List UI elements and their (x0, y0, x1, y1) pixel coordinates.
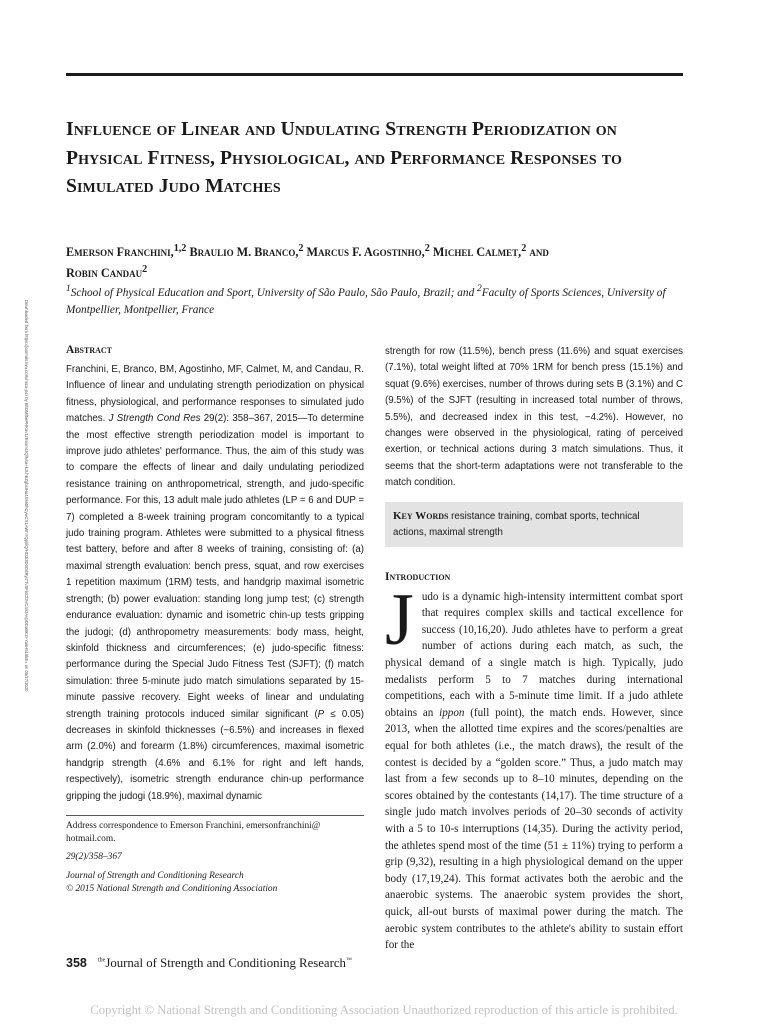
author-franchini: Emerson Franchini, (66, 245, 174, 260)
article-title: Influence of Linear and Undulating Strength Periodization on Physical Fitness, Physiological, and Performance Responses to Simulated Judo Matches (66, 119, 622, 197)
drop-cap: J (385, 578, 414, 661)
affil-text: Faculty of Sports Sciences, University of Montpellier, Montpellier, France (66, 286, 666, 316)
right-column (385, 344, 683, 954)
page-footer (66, 954, 686, 974)
author-sup: 2 (142, 264, 148, 276)
affil-sup: 2 (477, 284, 482, 294)
affil-sup: 1 (66, 284, 71, 294)
trademark: ™ (345, 957, 352, 964)
keywords-label: Key Words (393, 509, 449, 522)
journal-ref: J Strength Cond Res (108, 413, 201, 425)
abstract-part: 29(2): 358–367, 2015—To determine the most effective strength periodization model is important to improve judo athletes' performance. Thus, the aim of this study was to compare the effects of linear and daily undulating periodized resistance training on anthropometrical, strength, and judo-specific performance. For this, 13 adult male judo athletes (LP = 6 and DUP = 7) completed a 8-week training program concomitantly to a typical judo training program. Athletes were submitted to a physical fitness test battery, before and after 8 weeks of training, consisting of: (a) maximal strength evaluation: bench press, squat, and row exercises 1 repetition maximum (1RM) tests, and handgrip maximal isometric strength; (b) power evaluation: standing long jump test; (c) strength endurance evaluation: dynamic and isometric chin-up tests gripping the judogi; (d) anthropometry measurements: body mass, height, skinfold thickness and circumferences; (e) judo-specific fitness: performance during the Special Judo Fitness Test (SJFT); (f) match simulation: three 5-minute judo match simulations separated by 15-minute passive recovery. Eight weeks of linear and undulating strength training protocols induced similar significant ( (66, 413, 364, 720)
keywords-box (385, 502, 683, 547)
abstract-heading: Abstract (66, 344, 113, 356)
abstract-part: Franchini, E, Branco, BM, Agostinho, MF, Calmet, M, and Candau, R. Influence of linear and undulating strength periodization on physical fitness, physiological, and performance responses to simulated judo matches. (66, 364, 364, 425)
keywords-text (393, 508, 675, 541)
left-column (66, 344, 364, 896)
intro-part: udo is a dynamic high-intensity intermittent combat sport that requires complex skills and tactical excellence for success (10,16,20). Judo athletes have to perform a great number of actions during each match, as such, the physical demand of a single match is high. Typically, judo medalists perform 5 to 7 matches during international competitions, each with a 5-minute time limit. If a judo athlete obtains an (385, 590, 683, 719)
copyright-watermark: Copyright © National Strength and Conditioning Association Unauthorized reproduction of this article is prohibited. (90, 1003, 678, 1017)
introduction-heading: Introduction (385, 570, 451, 583)
journal-title: Journal of Strength and Conditioning Research (105, 956, 346, 970)
affil-text: School of Physical Education and Sport, University of São Paulo, São Paulo, Brazil; and (70, 286, 478, 299)
correspondence-line: Address correspondence to Emerson Franchini, emersonfranchini@ hotmail.com. (66, 820, 321, 845)
author-list (66, 240, 696, 282)
intro-part: (full point), the match ends. However, since 2013, when the allotted time expires and the scores/penalties are equal for both athletes (i.e., the match draws), the result of the contest is decided by a “golden score.” Thus, a judo match may last from a few seconds up to 8–10 minutes, depending on the scores obtained by the contestants (14,17). The time structure of a single judo match involves periods of 20–30 seconds of activity with a 5 to 10-s interruptions (14,35). During the activity period, the athletes spend most of the time (51 ± 11%) trying to perform a grip (9,32), resulting in a high physiological demand on the upper body (17,19,24). This format activates both the aerobic and the anaerobic systems. The anaerobic system provides the short, quick, all-out bursts of maximal power during the match. The aerobic system contributes to the athlete's ability to sustain effort for the (385, 706, 683, 952)
correspondence-block (66, 820, 364, 896)
author-and: and (526, 245, 549, 260)
author-sup: 1,2 (173, 243, 187, 254)
journal-footer-name (98, 956, 352, 971)
abstract-text (66, 362, 364, 805)
author-candau: Robin Candau (66, 266, 143, 281)
author-sup: 2 (521, 243, 527, 254)
issue-line: 29(2)/358–367 (66, 852, 122, 863)
journal-line: Journal of Strength and Conditioning Research (66, 870, 244, 881)
copyright-line: © 2015 National Strength and Conditioning Association (66, 883, 278, 894)
footnote-rule (66, 815, 364, 816)
download-side-text: Downloaded from https://journals.lww.com/nsca-jscr by BhDMf5ePHKav1zEoum1tQfN4a+kJLhEZgbsIHo4XMi0hCywCX1AWnYQp/IlQrHD3i3D0OdRyi7TvSFl4Cf3VC4/OAVpDDa8K2+Ya6H515kE= on 05/27/2020 (24, 300, 29, 692)
keywords-list: resistance training, combat sports, technical actions, maximal strength (393, 510, 640, 538)
abstract-part: ≤ 0.05) decreases in skinfold thicknesses (−6.5%) and increases in flexed arm (2.0%) and forearm (1.8%) circumferences, maximal isometric handgrip strength (4.6% and 6.1% for right and left hands, respectively), isometric strength endurance chin-up performance gripping the judogi (18.9%), maximal dynamic (66, 708, 364, 802)
author-sup: 2 (298, 243, 304, 254)
affiliations (66, 281, 686, 319)
p-symbol: P (317, 708, 325, 720)
top-rule (66, 73, 683, 76)
journal-prefix: the (98, 957, 106, 964)
author-agostinho: Marcus F. Agostinho, (303, 245, 425, 260)
author-sup: 2 (424, 243, 430, 254)
download-side-note (21, 300, 31, 760)
ippon-term: ippon (439, 706, 465, 719)
abstract-continued: strength for row (11.5%), bench press (11.6%) and squat exercises (7.1%), total weight lifted at 70% 1RM for bench press (15.1%) and squat (9.6%) exercises, number of throws during sets B (3.1%) and C (9.5%) of the SJFT (resulting in increased total number of throws, 5.5%), and decreased index in this test, −4.2%). However, no changes were observed in the physiological, rating of perceived exertion, or technical actions during 3 match simulations. Thus, it seems that the short-term adaptations were not transferable to the match condition. (385, 346, 683, 489)
author-branco: Braulio M. Branco, (186, 245, 299, 260)
introduction-text (385, 578, 683, 954)
page-number: 358 (66, 956, 87, 970)
author-calmet: Michel Calmet, (429, 245, 522, 260)
